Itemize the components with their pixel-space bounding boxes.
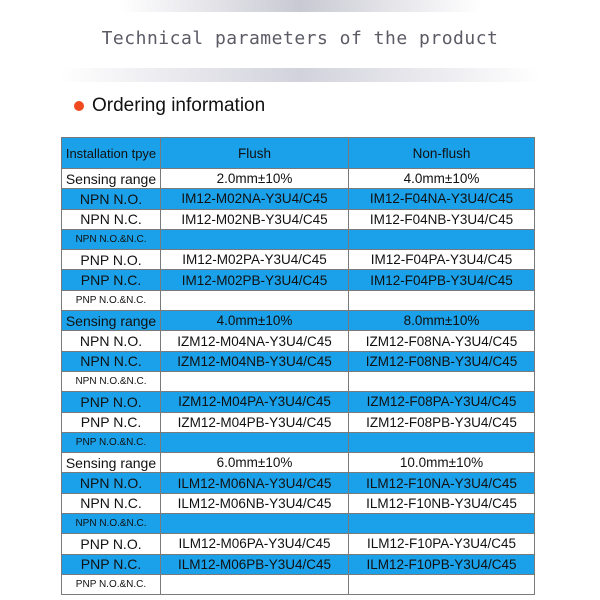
non-flush-value: ILM12-F10NA-Y3U4/C45 xyxy=(349,473,535,493)
flush-value: 6.0mm±10% xyxy=(161,453,349,473)
table-row xyxy=(62,494,535,514)
non-flush-value: IZM12-F08NB-Y3U4/C45 xyxy=(349,352,535,372)
banner-top-stripe xyxy=(120,0,480,12)
table-row xyxy=(62,534,535,554)
row-label: PNP N.O. xyxy=(62,392,161,412)
row-label: NPN N.C. xyxy=(62,352,161,372)
flush-value xyxy=(161,575,349,595)
row-label: NPN N.O.&N.C. xyxy=(62,514,161,534)
flush-value: ILM12-M06NA-Y3U4/C45 xyxy=(161,473,349,493)
table-row xyxy=(62,473,535,493)
non-flush-value: IM12-F04NB-Y3U4/C45 xyxy=(349,210,535,230)
non-flush-value xyxy=(349,230,535,250)
non-flush-value: IM12-F04PA-Y3U4/C45 xyxy=(349,250,535,270)
banner xyxy=(0,0,600,86)
table-header-row xyxy=(62,138,535,169)
non-flush-value xyxy=(349,372,535,392)
flush-value: IM12-M02PA-Y3U4/C45 xyxy=(161,250,349,270)
flush-value: IZM12-M04NA-Y3U4/C45 xyxy=(161,331,349,351)
table-row xyxy=(62,372,535,392)
row-label: PNP N.O.&N.C. xyxy=(62,575,161,595)
header-non-flush: Non-flush xyxy=(349,138,535,169)
flush-value xyxy=(161,291,349,311)
header-flush: Flush xyxy=(161,138,349,169)
table-row xyxy=(62,555,535,575)
flush-value: IM12-M02NA-Y3U4/C45 xyxy=(161,189,349,209)
table-row xyxy=(62,311,535,331)
row-label: Sensing range xyxy=(62,169,161,189)
flush-value: IZM12-M04PA-Y3U4/C45 xyxy=(161,392,349,412)
non-flush-value: IM12-F04PB-Y3U4/C45 xyxy=(349,270,535,290)
flush-value: ILM12-M06NB-Y3U4/C45 xyxy=(161,494,349,514)
row-label: Sensing range xyxy=(62,453,161,473)
flush-value: IZM12-M04NB-Y3U4/C45 xyxy=(161,352,349,372)
flush-value: IM12-M02NB-Y3U4/C45 xyxy=(161,210,349,230)
table-row xyxy=(62,331,535,351)
row-label: NPN N.O. xyxy=(62,331,161,351)
table-row xyxy=(62,270,535,290)
table-row xyxy=(62,392,535,412)
table-row xyxy=(62,210,535,230)
table-row xyxy=(62,453,535,473)
non-flush-value: IZM12-F08PA-Y3U4/C45 xyxy=(349,392,535,412)
row-label: PNP N.O. xyxy=(62,534,161,554)
non-flush-value: IZM12-F08NA-Y3U4/C45 xyxy=(349,331,535,351)
flush-value: 4.0mm±10% xyxy=(161,311,349,331)
flush-value: IZM12-M04PB-Y3U4/C45 xyxy=(161,413,349,433)
table-row xyxy=(62,413,535,433)
section-heading xyxy=(74,94,265,118)
non-flush-value xyxy=(349,575,535,595)
row-label: PNP N.O. xyxy=(62,250,161,270)
row-label: PNP N.O.&N.C. xyxy=(62,291,161,311)
non-flush-value: ILM12-F10PA-Y3U4/C45 xyxy=(349,534,535,554)
row-label: PNP N.O.&N.C. xyxy=(62,433,161,453)
row-label: PNP N.C. xyxy=(62,413,161,433)
non-flush-value: ILM12-F10NB-Y3U4/C45 xyxy=(349,494,535,514)
row-label: NPN N.C. xyxy=(62,494,161,514)
banner-title: Technical parameters of the product xyxy=(101,28,499,49)
header-installation-type: Installation tpye xyxy=(62,138,161,169)
non-flush-value xyxy=(349,291,535,311)
flush-value xyxy=(161,433,349,453)
flush-value xyxy=(161,514,349,534)
non-flush-value: 10.0mm±10% xyxy=(349,453,535,473)
flush-value xyxy=(161,230,349,250)
section-heading-text: Ordering information xyxy=(92,95,266,116)
table-row xyxy=(62,189,535,209)
banner-bottom-stripe xyxy=(60,68,540,82)
row-label: NPN N.O. xyxy=(62,189,161,209)
row-label: NPN N.O. xyxy=(62,473,161,493)
non-flush-value xyxy=(349,433,535,453)
flush-value: ILM12-M06PA-Y3U4/C45 xyxy=(161,534,349,554)
table-row xyxy=(62,250,535,270)
row-label: PNP N.C. xyxy=(62,555,161,575)
flush-value xyxy=(161,372,349,392)
non-flush-value: 8.0mm±10% xyxy=(349,311,535,331)
table-row xyxy=(62,291,535,311)
bullet-dot-icon xyxy=(74,101,84,111)
row-label: PNP N.C. xyxy=(62,270,161,290)
row-label: NPN N.O.&N.C. xyxy=(62,230,161,250)
table-row xyxy=(62,230,535,250)
flush-value: IM12-M02PB-Y3U4/C45 xyxy=(161,270,349,290)
table-row xyxy=(62,575,535,595)
table-row xyxy=(62,352,535,372)
ordering-table xyxy=(61,137,535,595)
row-label: Sensing range xyxy=(62,311,161,331)
table-row xyxy=(62,514,535,534)
table-row xyxy=(62,433,535,453)
non-flush-value: IZM12-F08PB-Y3U4/C45 xyxy=(349,413,535,433)
non-flush-value xyxy=(349,514,535,534)
non-flush-value: 4.0mm±10% xyxy=(349,169,535,189)
row-label: NPN N.O.&N.C. xyxy=(62,372,161,392)
flush-value: 2.0mm±10% xyxy=(161,169,349,189)
non-flush-value: ILM12-F10PB-Y3U4/C45 xyxy=(349,555,535,575)
non-flush-value: IM12-F04NA-Y3U4/C45 xyxy=(349,189,535,209)
table-row xyxy=(62,169,535,189)
flush-value: ILM12-M06PB-Y3U4/C45 xyxy=(161,555,349,575)
row-label: NPN N.C. xyxy=(62,210,161,230)
